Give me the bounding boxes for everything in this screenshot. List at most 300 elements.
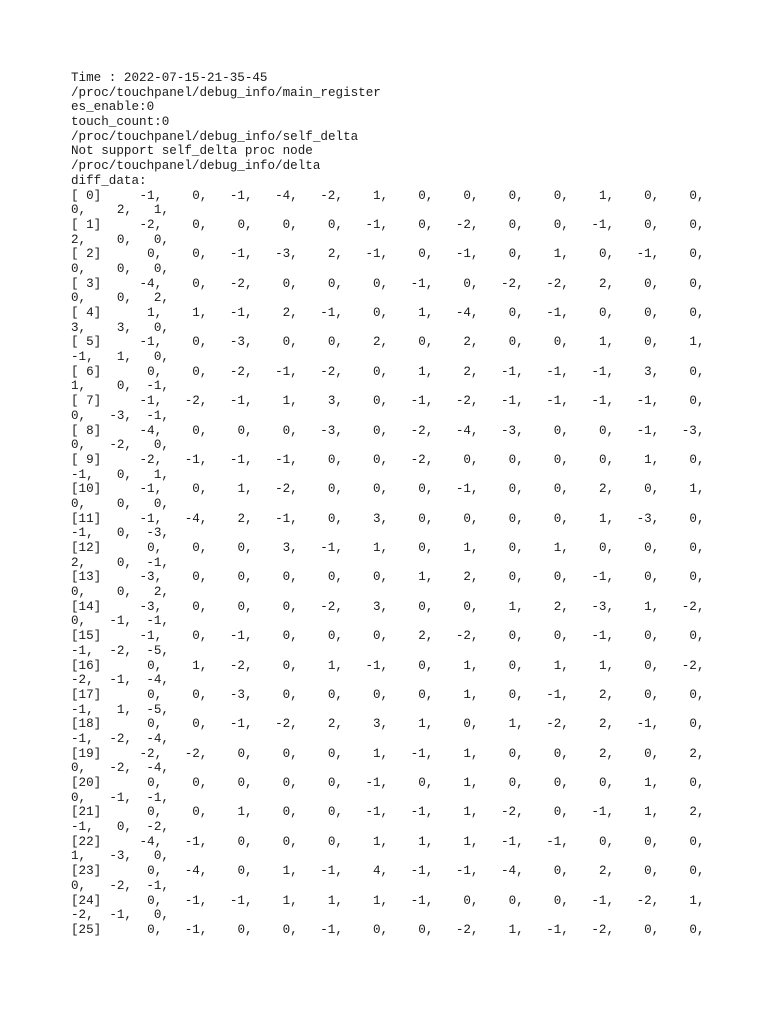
- matrix-cell: 0,: [71, 878, 87, 893]
- matrix-cell: -2,: [320, 599, 343, 614]
- matrix-cell: 0,: [553, 629, 569, 644]
- matrix-cell: -1,: [229, 188, 253, 203]
- matrix-cell: 0,: [598, 247, 615, 262]
- matrix-cell: -2,: [146, 820, 169, 835]
- matrix-cell: 0,: [418, 482, 434, 497]
- matrix-cell: 0,: [153, 350, 169, 365]
- matrix-cell: 0,: [644, 188, 660, 203]
- matrix-row: [71, 218, 704, 233]
- matrix-cell: 0,: [192, 335, 208, 350]
- matrix-cell: 0,: [644, 922, 660, 937]
- matrix-cell: -2,: [320, 364, 343, 379]
- matrix-cell: -2,: [591, 922, 615, 937]
- matrix-cell: 0,: [282, 922, 298, 937]
- matrix-cell: -1,: [636, 423, 660, 438]
- matrix-cell: 0,: [71, 496, 87, 511]
- matrix-cell: 1,: [418, 570, 434, 585]
- row-index-label: [16]: [71, 658, 102, 673]
- matrix-cell: 0,: [373, 364, 389, 379]
- matrix-cell: 0,: [116, 467, 132, 482]
- matrix-cell: 1,: [237, 482, 253, 497]
- row-index-label: [24]: [71, 893, 102, 908]
- matrix-cell: 0,: [463, 452, 479, 467]
- matrix-cell: 1,: [327, 893, 343, 908]
- matrix-cell: -1,: [365, 776, 389, 790]
- matrix-cell: -1,: [146, 555, 169, 570]
- matrix-cell: 0,: [598, 452, 615, 467]
- matrix-cell: 0,: [237, 217, 253, 232]
- matrix-cell: 1,: [463, 687, 479, 702]
- matrix-cell: -1,: [591, 893, 615, 908]
- matrix-cell: 0,: [71, 291, 87, 306]
- matrix-cell: -1,: [365, 217, 389, 232]
- matrix-cell: 0,: [116, 261, 132, 276]
- matrix-cell: 3,: [71, 320, 87, 335]
- matrix-cell: 0,: [689, 776, 705, 790]
- matrix-cell: -1,: [320, 864, 343, 879]
- matrix-cell: 0,: [689, 834, 705, 849]
- matrix-cell: 0,: [373, 482, 389, 497]
- matrix-row-continuation: [71, 379, 704, 394]
- matrix-cell: 1,: [689, 482, 705, 497]
- matrix-cell: 0,: [644, 217, 660, 232]
- matrix-cell: -1,: [139, 511, 163, 526]
- es-enable-line: es_enable:0: [71, 100, 155, 115]
- matrix-cell: 3,: [373, 717, 389, 732]
- matrix-row-continuation: [71, 526, 704, 541]
- matrix-cell: 0,: [508, 217, 524, 232]
- matrix-cell: 1,: [463, 805, 479, 820]
- timestamp-line: Time : 2022-07-15-21-35-45: [71, 71, 268, 85]
- matrix-cell: 0,: [192, 276, 208, 291]
- matrix-row: [71, 482, 704, 497]
- matrix-cell: 0,: [147, 658, 163, 673]
- matrix-row: [71, 864, 704, 879]
- matrix-cell: 1,: [644, 805, 660, 820]
- row-index-label: [ 1]: [71, 217, 102, 232]
- matrix-cell: 0,: [192, 776, 208, 790]
- matrix-cell: 0,: [192, 423, 208, 438]
- matrix-cell: 0,: [644, 306, 660, 320]
- matrix-cell: 0,: [689, 364, 705, 379]
- matrix-cell: 0,: [598, 541, 615, 555]
- matrix-row: [71, 570, 704, 585]
- row-index-label: [ 8]: [71, 423, 102, 438]
- matrix-cell: 1,: [282, 864, 298, 879]
- matrix-cell: 0,: [508, 335, 524, 350]
- matrix-cell: 0,: [644, 834, 660, 849]
- row-index-label: [ 3]: [71, 276, 102, 291]
- matrix-cell: -1,: [410, 394, 434, 409]
- matrix-cell: 0,: [508, 306, 524, 320]
- matrix-cell: 0,: [71, 261, 87, 276]
- matrix-cell: 0,: [508, 629, 524, 644]
- matrix-cell: -2,: [455, 217, 479, 232]
- matrix-cell: 0,: [598, 423, 615, 438]
- matrix-row-continuation: [71, 761, 704, 776]
- matrix-cell: 0,: [418, 922, 434, 937]
- matrix-cell: -1,: [275, 452, 298, 467]
- matrix-cell: -1,: [546, 922, 569, 937]
- matrix-cell: 1,: [553, 247, 569, 262]
- matrix-cell: 0,: [192, 717, 208, 732]
- matrix-cell: 0,: [644, 276, 660, 291]
- matrix-cell: 2,: [71, 555, 87, 570]
- matrix-cell: 0,: [553, 423, 569, 438]
- matrix-cell: -1,: [591, 364, 615, 379]
- matrix-cell: -3,: [139, 599, 163, 614]
- matrix-row-continuation: [71, 879, 704, 894]
- diff-data-label: diff_data:: [71, 173, 147, 188]
- matrix-cell: 0,: [147, 717, 163, 732]
- matrix-cell: 0,: [553, 570, 569, 585]
- matrix-cell: 0,: [282, 658, 298, 673]
- matrix-cell: -2,: [501, 276, 524, 291]
- matrix-cell: 1,: [373, 541, 389, 555]
- matrix-cell: 0,: [282, 599, 298, 614]
- matrix-cell: -1,: [139, 482, 163, 497]
- matrix-cell: 0,: [689, 717, 705, 732]
- matrix-cell: -2,: [71, 673, 94, 688]
- matrix-cell: -1,: [146, 878, 169, 893]
- matrix-cell: 1,: [373, 834, 389, 849]
- matrix-cell: 0,: [463, 276, 479, 291]
- row-index-label: [12]: [71, 541, 102, 555]
- matrix-cell: 0,: [282, 776, 298, 790]
- row-index-label: [20]: [71, 776, 102, 790]
- matrix-cell: -1,: [546, 306, 569, 320]
- matrix-cell: -1,: [320, 306, 343, 320]
- matrix-cell: -2,: [681, 599, 705, 614]
- matrix-cell: 0,: [418, 776, 434, 790]
- matrix-cell: 0,: [237, 864, 253, 879]
- matrix-cell: 2,: [689, 746, 705, 761]
- matrix-cell: -2,: [410, 452, 434, 467]
- matrix-cell: -3,: [139, 570, 163, 585]
- matrix-cell: 0,: [327, 335, 343, 350]
- matrix-cell: -1,: [501, 364, 524, 379]
- matrix-cell: 0,: [373, 276, 389, 291]
- matrix-row: [71, 776, 704, 791]
- matrix-cell: 2,: [598, 717, 615, 732]
- matrix-cell: 0,: [508, 687, 524, 702]
- row-index-label: [ 5]: [71, 335, 102, 350]
- matrix-cell: -4,: [139, 834, 163, 849]
- row-index-label: [ 4]: [71, 306, 102, 320]
- matrix-cell: 0,: [463, 599, 479, 614]
- matrix-cell: 0,: [327, 776, 343, 790]
- matrix-cell: -1,: [229, 394, 253, 409]
- matrix-cell: 0,: [553, 188, 569, 203]
- matrix-cell: -1,: [71, 702, 94, 717]
- matrix-cell: 0,: [153, 849, 169, 864]
- matrix-cell: 1,: [147, 306, 163, 320]
- matrix-cell: -4,: [455, 423, 479, 438]
- matrix-cell: 0,: [237, 776, 253, 790]
- matrix-cell: 0,: [418, 217, 434, 232]
- matrix-row-continuation: [71, 732, 704, 747]
- matrix-cell: -2,: [139, 217, 163, 232]
- matrix-cell: -3,: [636, 511, 660, 526]
- matrix-cell: 1,: [598, 511, 615, 526]
- matrix-cell: 0,: [644, 541, 660, 555]
- row-index-label: [14]: [71, 599, 102, 614]
- matrix-cell: -1,: [591, 394, 615, 409]
- matrix-cell: 0,: [508, 511, 524, 526]
- matrix-cell: 0,: [71, 761, 87, 776]
- matrix-cell: -2,: [455, 629, 479, 644]
- matrix-cell: 1,: [463, 834, 479, 849]
- matrix-cell: 2,: [598, 746, 615, 761]
- matrix-cell: 0,: [192, 482, 208, 497]
- matrix-cell: -4,: [139, 423, 163, 438]
- matrix-cell: -1,: [320, 541, 343, 555]
- matrix-cell: 0,: [553, 217, 569, 232]
- matrix-cell: 0,: [327, 570, 343, 585]
- matrix-row: [71, 189, 704, 204]
- matrix-cell: -1,: [455, 247, 479, 262]
- matrix-cell: -1,: [229, 893, 253, 908]
- matrix-row: [71, 629, 704, 644]
- matrix-cell: 0,: [508, 247, 524, 262]
- matrix-cell: -1,: [320, 922, 343, 937]
- matrix-row: [71, 923, 704, 938]
- matrix-cell: 0,: [689, 306, 705, 320]
- matrix-row-continuation: [71, 703, 704, 718]
- matrix-cell: -3,: [146, 526, 169, 541]
- matrix-row: [71, 747, 704, 762]
- touch-count-line: touch_count:0: [71, 115, 170, 130]
- self-delta-status: Not support self_delta proc node: [71, 144, 313, 159]
- matrix-cell: -2,: [229, 276, 253, 291]
- matrix-cell: -1,: [71, 350, 94, 365]
- matrix-cell: 1,: [116, 702, 132, 717]
- matrix-cell: -4,: [139, 276, 163, 291]
- matrix-cell: 2,: [327, 247, 343, 262]
- matrix-cell: -1,: [109, 908, 132, 923]
- row-index-label: [18]: [71, 717, 102, 732]
- matrix-cell: -1,: [501, 834, 524, 849]
- matrix-cell: 0,: [192, 805, 208, 820]
- matrix-cell: 1,: [644, 452, 660, 467]
- matrix-row: [71, 453, 704, 468]
- matrix-cell: 0,: [237, 541, 253, 555]
- matrix-cell: 0,: [192, 188, 208, 203]
- matrix-cell: 1,: [282, 893, 298, 908]
- matrix-cell: 2,: [282, 306, 298, 320]
- matrix-cell: 0,: [282, 629, 298, 644]
- matrix-cell: -1,: [71, 467, 94, 482]
- matrix-row-continuation: [71, 673, 704, 688]
- matrix-cell: 0,: [644, 687, 660, 702]
- main-register-path: /proc/touchpanel/debug_info/main_register: [71, 85, 381, 100]
- matrix-cell: -1,: [109, 673, 132, 688]
- matrix-cell: 0,: [373, 452, 389, 467]
- matrix-cell: -1,: [109, 614, 132, 629]
- matrix-cell: 3,: [327, 394, 343, 409]
- matrix-cell: 0,: [689, 864, 705, 879]
- row-index-label: [ 2]: [71, 247, 102, 262]
- matrix-cell: 0,: [153, 908, 169, 923]
- matrix-cell: 1,: [418, 834, 434, 849]
- matrix-cell: 0,: [463, 511, 479, 526]
- matrix-cell: -3,: [275, 247, 298, 262]
- matrix-row: [71, 247, 704, 262]
- matrix-cell: 0,: [282, 276, 298, 291]
- matrix-cell: 0,: [71, 614, 87, 629]
- matrix-cell: 0,: [418, 541, 434, 555]
- matrix-cell: 0,: [418, 335, 434, 350]
- matrix-cell: -1,: [636, 394, 660, 409]
- matrix-cell: 0,: [689, 276, 705, 291]
- matrix-cell: -4,: [275, 188, 298, 203]
- matrix-cell: 3,: [282, 541, 298, 555]
- matrix-cell: 1,: [237, 805, 253, 820]
- row-index-label: [25]: [71, 922, 102, 937]
- matrix-cell: 0,: [282, 423, 298, 438]
- matrix-row-continuation: [71, 849, 704, 864]
- matrix-cell: -3,: [109, 408, 132, 423]
- row-index-label: [23]: [71, 864, 102, 879]
- matrix-cell: 0,: [644, 746, 660, 761]
- matrix-cell: 1,: [327, 658, 343, 673]
- matrix-cell: 0,: [689, 629, 705, 644]
- matrix-cell: 1,: [598, 188, 615, 203]
- matrix-row: [71, 894, 704, 909]
- matrix-cell: -1,: [71, 526, 94, 541]
- matrix-cell: -1,: [184, 922, 208, 937]
- matrix-cell: -5,: [146, 702, 169, 717]
- matrix-cell: -4,: [501, 864, 524, 879]
- matrix-row-continuation: [71, 585, 704, 600]
- matrix-cell: 0,: [598, 306, 615, 320]
- matrix-cell: 1,: [553, 541, 569, 555]
- matrix-cell: 3,: [373, 511, 389, 526]
- matrix-cell: -1,: [546, 394, 569, 409]
- matrix-cell: -1,: [365, 805, 389, 820]
- matrix-cell: -3,: [591, 599, 615, 614]
- matrix-cell: 0,: [553, 805, 569, 820]
- diff-data-matrix: [71, 189, 704, 938]
- matrix-cell: 0,: [508, 658, 524, 673]
- matrix-cell: -2,: [681, 658, 705, 673]
- matrix-cell: -2,: [546, 717, 569, 732]
- matrix-cell: -1,: [275, 511, 298, 526]
- matrix-cell: 0,: [153, 320, 169, 335]
- row-index-label: [ 6]: [71, 364, 102, 379]
- matrix-cell: -1,: [636, 247, 660, 262]
- matrix-cell: -4,: [146, 731, 169, 746]
- row-index-label: [13]: [71, 570, 102, 585]
- matrix-cell: -3,: [229, 687, 253, 702]
- matrix-cell: 0,: [327, 276, 343, 291]
- matrix-cell: 2,: [418, 629, 434, 644]
- matrix-cell: 0,: [373, 423, 389, 438]
- matrix-cell: 0,: [508, 541, 524, 555]
- matrix-cell: 2,: [153, 291, 169, 306]
- matrix-cell: 0,: [153, 261, 169, 276]
- matrix-cell: -1,: [546, 834, 569, 849]
- row-index-label: [ 9]: [71, 452, 102, 467]
- matrix-cell: 0,: [553, 776, 569, 790]
- matrix-cell: 0,: [282, 217, 298, 232]
- matrix-row-continuation: [71, 350, 704, 365]
- row-index-label: [11]: [71, 511, 102, 526]
- matrix-cell: 1,: [192, 306, 208, 320]
- matrix-cell: -1,: [410, 864, 434, 879]
- matrix-cell: 0,: [192, 629, 208, 644]
- matrix-cell: 3,: [644, 364, 660, 379]
- matrix-row-continuation: [71, 820, 704, 835]
- matrix-cell: -4,: [184, 511, 208, 526]
- matrix-cell: 0,: [644, 629, 660, 644]
- matrix-cell: 1,: [553, 658, 569, 673]
- matrix-cell: 1,: [644, 776, 660, 790]
- matrix-cell: 0,: [508, 776, 524, 790]
- matrix-row-continuation: [71, 644, 704, 659]
- matrix-cell: 0,: [598, 834, 615, 849]
- matrix-cell: 0,: [553, 335, 569, 350]
- matrix-cell: -1,: [184, 893, 208, 908]
- matrix-cell: -3,: [681, 423, 705, 438]
- matrix-cell: -1,: [146, 408, 169, 423]
- matrix-cell: 2,: [237, 511, 253, 526]
- matrix-cell: 0,: [418, 599, 434, 614]
- matrix-cell: 0,: [553, 511, 569, 526]
- matrix-cell: -1,: [71, 731, 94, 746]
- matrix-cell: 0,: [237, 599, 253, 614]
- matrix-cell: 0,: [192, 364, 208, 379]
- matrix-cell: 0,: [418, 687, 434, 702]
- matrix-cell: -1,: [139, 335, 163, 350]
- row-index-label: [19]: [71, 746, 102, 761]
- matrix-row-continuation: [71, 556, 704, 571]
- matrix-cell: 0,: [553, 746, 569, 761]
- matrix-cell: 0,: [689, 247, 705, 262]
- matrix-cell: 0,: [237, 746, 253, 761]
- matrix-cell: -1,: [229, 717, 253, 732]
- matrix-cell: 0,: [147, 541, 163, 555]
- matrix-cell: 1,: [71, 849, 87, 864]
- row-index-label: [ 7]: [71, 394, 102, 409]
- matrix-cell: 0,: [508, 746, 524, 761]
- matrix-cell: 0,: [327, 482, 343, 497]
- matrix-cell: -1,: [71, 643, 94, 658]
- matrix-row-continuation: [71, 262, 704, 277]
- matrix-cell: 2,: [598, 276, 615, 291]
- matrix-row-continuation: [71, 409, 704, 424]
- matrix-row-continuation: [71, 908, 704, 923]
- matrix-cell: 0,: [689, 922, 705, 937]
- matrix-cell: 2,: [598, 687, 615, 702]
- matrix-cell: 0,: [418, 188, 434, 203]
- matrix-row: [71, 277, 704, 292]
- matrix-row: [71, 688, 704, 703]
- matrix-cell: 0,: [116, 232, 132, 247]
- matrix-cell: 0,: [116, 585, 132, 600]
- matrix-cell: 0,: [553, 452, 569, 467]
- matrix-cell: -3,: [109, 849, 132, 864]
- matrix-cell: 0,: [418, 658, 434, 673]
- matrix-row: [71, 306, 704, 321]
- matrix-cell: 1,: [463, 658, 479, 673]
- matrix-cell: 0,: [644, 335, 660, 350]
- matrix-cell: 0,: [192, 247, 208, 262]
- matrix-cell: -1,: [591, 217, 615, 232]
- matrix-cell: 2,: [553, 599, 569, 614]
- matrix-cell: 0,: [153, 496, 169, 511]
- matrix-cell: 0,: [598, 776, 615, 790]
